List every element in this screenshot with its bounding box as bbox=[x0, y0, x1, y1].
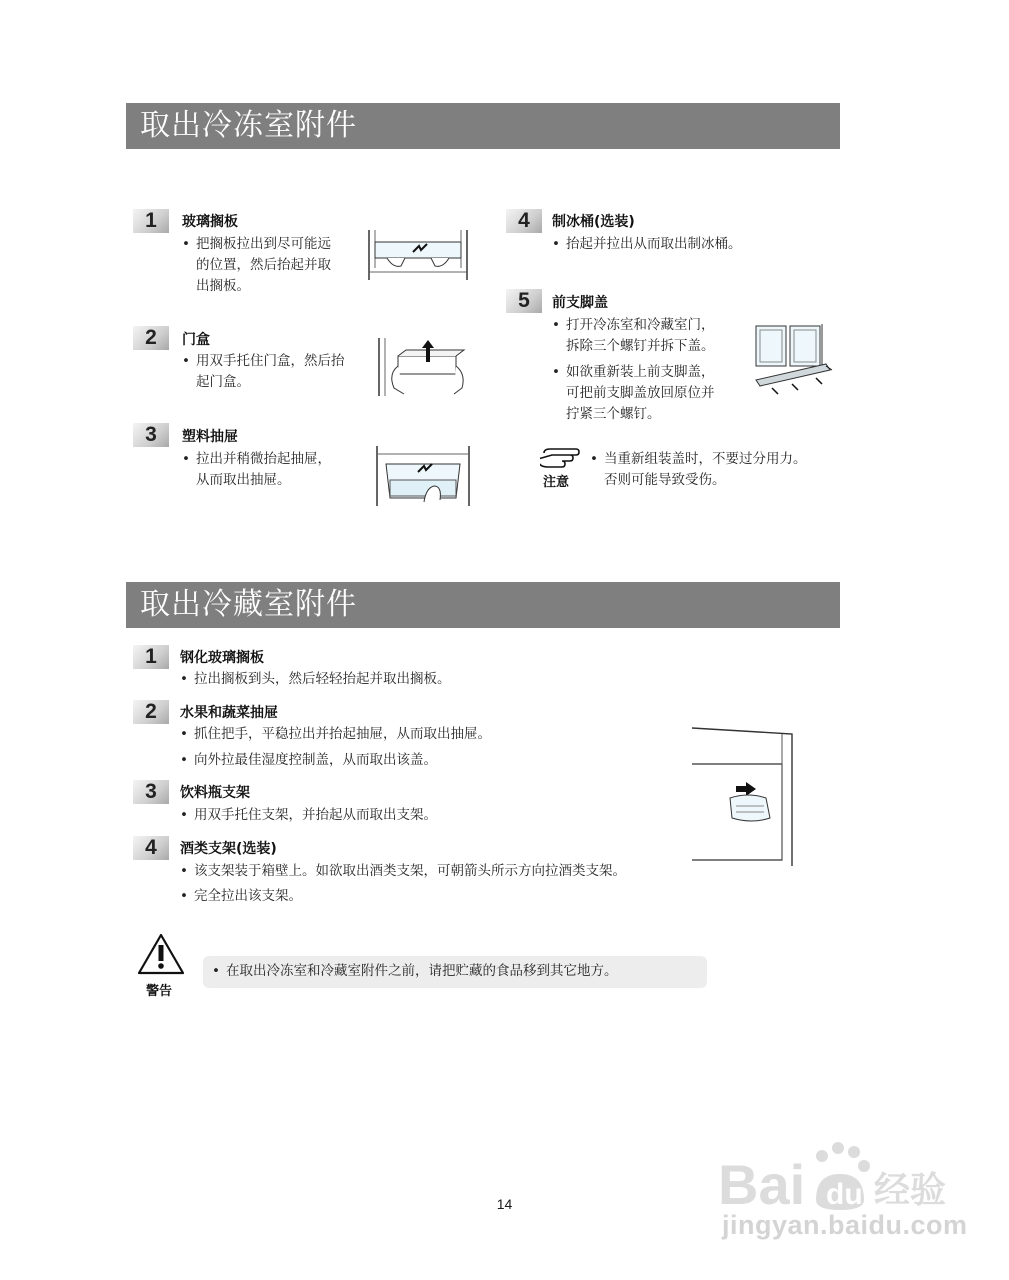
step-number: 4 bbox=[133, 836, 169, 860]
fridge-section-title: 取出冷藏室附件 bbox=[126, 582, 840, 628]
step-number: 3 bbox=[133, 423, 169, 447]
pointing-hand-icon bbox=[540, 447, 580, 471]
baidu-watermark-logo bbox=[714, 1138, 954, 1218]
note-text: • 当重新组装盖时，不要过分用力。 否则可能导致受伤。 bbox=[590, 449, 807, 491]
step-title: 门盒 bbox=[182, 332, 210, 348]
warning-text: • 在取出冷冻室和冷藏室附件之前，请把贮藏的食品移到其它地方。 bbox=[212, 961, 618, 982]
step-bullet: • 用双手托住支架，并抬起从而取出支架。 bbox=[180, 805, 437, 826]
step-number: 2 bbox=[133, 700, 169, 724]
step-title: 酒类支架(选装) bbox=[180, 841, 277, 857]
step-title: 前支脚盖 bbox=[552, 295, 608, 311]
warning-triangle-icon bbox=[136, 932, 186, 976]
watermark-url: jingyan.baidu.com bbox=[722, 1210, 968, 1240]
step-bullet: • 如欲重新装上前支脚盖， 可把前支脚盖放回原位并 拧紧三个螺钉。 bbox=[552, 362, 715, 425]
step-title: 制冰桶(选装) bbox=[552, 214, 635, 230]
svg-text:du: du bbox=[826, 1178, 863, 1211]
page-number: 14 bbox=[496, 1196, 513, 1212]
door-bin-illustration bbox=[376, 336, 470, 398]
note-label: 注意 bbox=[543, 475, 570, 490]
freezer-section-title: 取出冷冻室附件 bbox=[126, 103, 840, 149]
step-bullet: • 用双手托住门盒，然后抬 起门盒。 bbox=[182, 351, 345, 393]
step-bullet: • 把搁板拉出到尽可能远 的位置，然后抬起并取 出搁板。 bbox=[182, 234, 331, 297]
step-bullet: • 向外拉最佳湿度控制盖，从而取出该盖。 bbox=[180, 750, 437, 771]
wine-rack-illustration bbox=[690, 724, 798, 866]
step-number: 1 bbox=[133, 209, 169, 233]
step-bullet: • 该支架装于箱壁上。如欲取出酒类支架，可朝箭头所示方向拉酒类支架。 bbox=[180, 861, 626, 882]
svg-text:Bai: Bai bbox=[718, 1153, 806, 1216]
step-bullet: • 拉出搁板到头，然后轻轻抬起并取出搁板。 bbox=[180, 669, 451, 690]
step-bullet: • 抓住把手，平稳拉出并抬起抽屉，从而取出抽屉。 bbox=[180, 724, 491, 745]
warning-label: 警告 bbox=[146, 984, 173, 999]
step-title: 塑料抽屉 bbox=[182, 429, 238, 445]
step-bullet: • 打开冷冻室和冷藏室门， 拆除三个螺钉并拆下盖。 bbox=[552, 315, 715, 357]
step-number: 1 bbox=[133, 645, 169, 669]
step-title: 饮料瓶支架 bbox=[180, 785, 250, 801]
step-title: 水果和蔬菜抽屉 bbox=[180, 705, 278, 721]
step-number: 2 bbox=[133, 326, 169, 350]
step-number: 4 bbox=[506, 209, 542, 233]
step-bullet: • 抬起并拉出从而取出制冰桶。 bbox=[552, 234, 742, 255]
svg-text:经验: 经验 bbox=[874, 1170, 947, 1211]
step-title: 玻璃搁板 bbox=[182, 214, 238, 230]
step-number: 5 bbox=[506, 289, 542, 313]
step-bullet: • 拉出并稍微抬起抽屉， 从而取出抽屉。 bbox=[182, 449, 331, 491]
plastic-drawer-illustration bbox=[374, 444, 472, 508]
front-leg-cover-illustration bbox=[752, 322, 836, 398]
step-number: 3 bbox=[133, 780, 169, 804]
glass-shelf-illustration bbox=[365, 228, 471, 282]
step-title: 钢化玻璃搁板 bbox=[180, 650, 264, 666]
step-bullet: • 完全拉出该支架。 bbox=[180, 886, 302, 907]
